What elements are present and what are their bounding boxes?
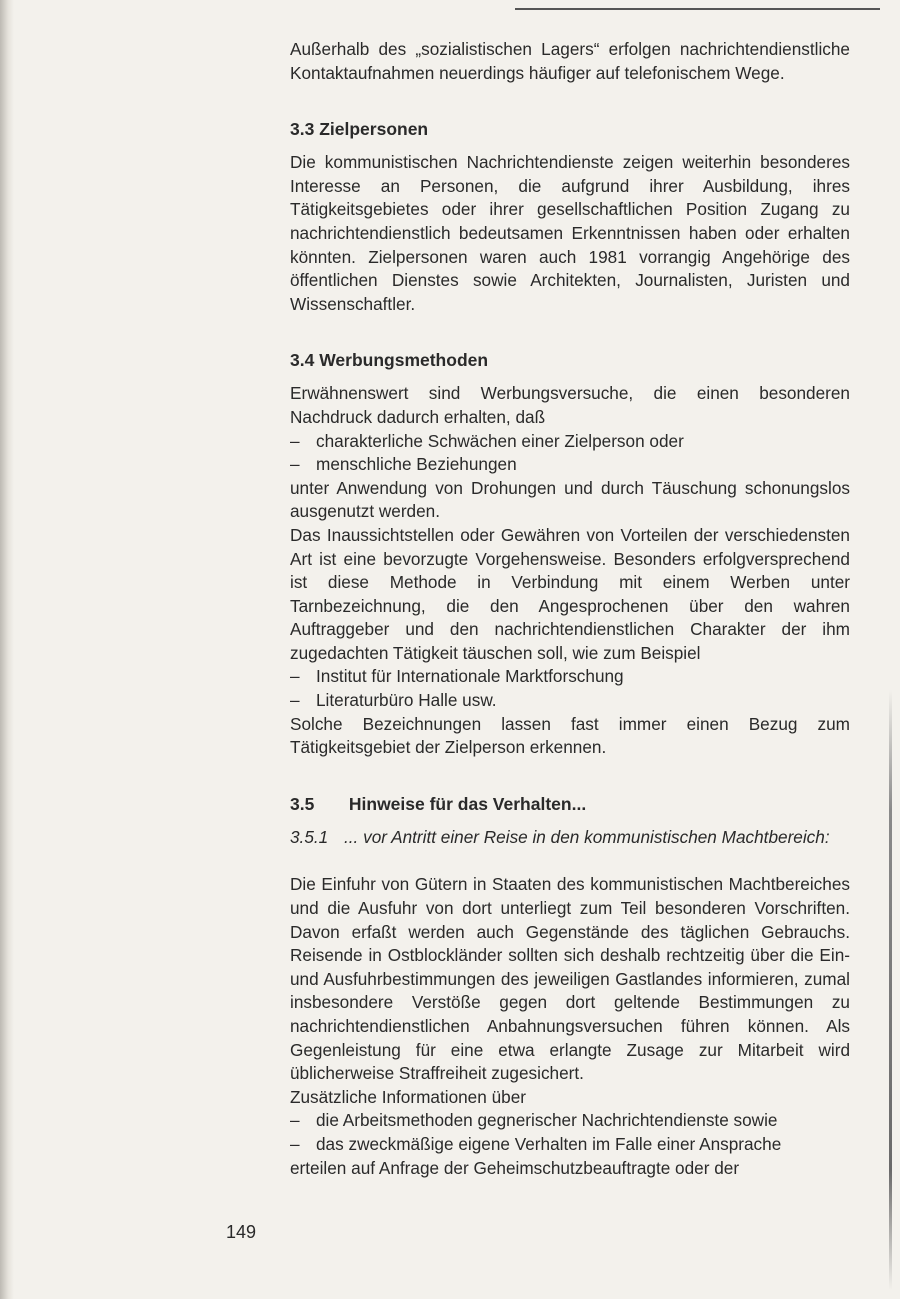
section-3-5-paragraph-1: Die Einfuhr von Gütern in Staaten des kommunistischen Machtbereiches und die Ausfuhr von dort unterliegt zum Teil besonderen Vorschriften. Davon erfaßt werden auch Gegenstände des täglichen Gebrauchs. Reisende in Ostblockländer sollten sich deshalb rechtzeitig über die Ein- und Ausfuhrbestimmungen des jeweiligen Gastlandes informieren, zumal insbesondere Verstöße gegen dort geltende Bestimmungen zu nachrichtendienstlichen Anbahnungsversuchen führen können. Als Gegenleistung für eine etwa erlangte Zusage zur Mitarbeit wird üblicherweise Straffreiheit zugesichert. [290, 874, 850, 1084]
list-item [290, 430, 850, 454]
page-number: 149 [226, 1222, 257, 1242]
section-title: Hinweise für das Verhalten... [348, 793, 587, 814]
section-number: 3.5 [290, 793, 315, 814]
list-item [290, 665, 850, 689]
section-3-5-heading [290, 792, 850, 816]
subsection-title: ... vor Antritt einer Reise in den kommunistischen Machtbereich: [344, 826, 830, 847]
list-item [290, 1133, 850, 1157]
list-item-text: die Arbeitsmethoden gegnerischer Nachrichtendienste sowie [316, 1110, 778, 1131]
section-3-3-heading [290, 117, 850, 141]
list-item [290, 1109, 850, 1133]
list-item-text: Institut für Internationale Marktforschung [316, 666, 624, 687]
dash-bullet: – [290, 430, 300, 451]
section-3-4-heading [290, 348, 850, 372]
section-3-4-paragraph-3: Das Inaussichtstellen oder Gewähren von Vorteilen der verschiedensten Art ist eine bevorzugte Vorgehensweise. Besonders erfolgversprechend ist diese Methode in Verbindung mit einem Werben unter Tarnbezeichnung, die den Angesprochenen über den wahren Auftraggeber und den nachrichtendienstlichen Charakter der ihm zugedachten Tätigkeit täuschen soll, wie zum Beispiel [290, 524, 850, 663]
list-item-text: das zweckmäßige eigene Verhalten im Falle einer Ansprache [316, 1133, 782, 1154]
dash-bullet: – [290, 690, 300, 711]
page-body [290, 38, 850, 1180]
list-item [290, 689, 850, 713]
section-3-4-paragraph-2: unter Anwendung von Drohungen und durch Täuschung schonungslos ausgenutzt werden. [290, 477, 850, 522]
list-item-text: menschliche Beziehungen [316, 454, 517, 475]
dash-bullet: – [290, 454, 300, 475]
dash-bullet: – [290, 666, 300, 687]
page-left-edge-shadow [0, 0, 14, 1299]
list-item [290, 453, 850, 477]
intro-paragraph: Außerhalb des „sozialistischen Lagers“ erfolgen nachrichtendienstliche Kontaktaufnahmen neuerdings häufiger auf telefonischem Wege. [290, 39, 850, 83]
section-3-5-paragraph-2: Zusätzliche Informationen über [290, 1086, 526, 1107]
list-item-text: charakterliche Schwächen einer Zielperson oder [316, 430, 684, 451]
section-number: 3.4 [290, 350, 315, 371]
header-rule [515, 8, 880, 10]
dash-bullet: – [290, 1110, 300, 1131]
page-right-edge-shadow [889, 690, 892, 1290]
section-3-3-paragraph: Die kommunistischen Nachrichtendienste zeigen weiterhin besonderes Interesse an Personen, die aufgrund ihrer Ausbildung, ihres Tätigkeitsgebietes oder ihrer gesellschaftlichen Position Zugang zu nachrichtendienstlich bedeutsamen Erkenntnissen haben oder erhalten könnten. Zielpersonen waren auch 1981 vorrangig Angehörige des öffentlichen Dienstes sowie Architekten, Journalisten, Juristen und Wissenschaftler. [290, 152, 850, 314]
section-title: Zielpersonen [319, 119, 429, 140]
section-3-4-paragraph-4: Solche Bezeichnungen lassen fast immer einen Bezug zum Tätigkeitsgebiet der Zielperson erkennen. [290, 713, 850, 758]
section-3-5-paragraph-3: erteilen auf Anfrage der Geheimschutzbeauftragte oder der [290, 1157, 740, 1178]
section-title: Werbungsmethoden [319, 350, 489, 371]
section-3-4-paragraph-1: Erwähnenswert sind Werbungsversuche, die einen besonderen Nachdruck dadurch erhalten, daß [290, 383, 850, 427]
list-item-text: Literaturbüro Halle usw. [316, 690, 497, 711]
subsection-3-5-1-heading [290, 826, 850, 850]
dash-bullet: – [290, 1133, 300, 1154]
section-number: 3.3 [290, 119, 315, 140]
subsection-number: 3.5.1 [290, 826, 329, 847]
